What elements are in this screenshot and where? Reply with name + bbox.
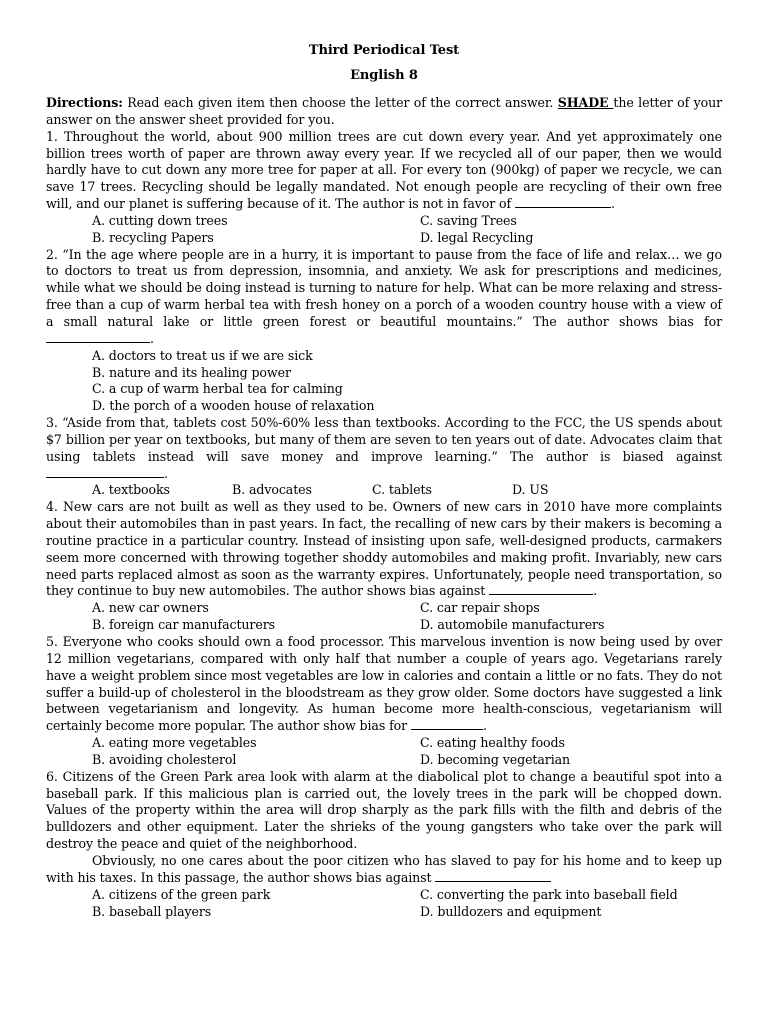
option-item: D. becoming vegetarian [420, 751, 571, 767]
question-number: 5. [46, 634, 58, 649]
question-1-options [46, 213, 722, 247]
question-number: 1. [46, 128, 58, 144]
question-4-options [46, 600, 722, 634]
question-text: Throughout the world, about 900 million trees are cut down every year. And yet approximately one billion trees worth of paper are thrown away every year. If we recycled all of our paper, then we would hardly have to cut down any more tree for paper at all. For every ton (900kg) of paper we recycle, we can save 17 trees. Recycling should be legally mandated. Not enough people are recycling of their own free will, and our planet is suffering because of it. The author is not in favor of [46, 128, 722, 212]
option-item: B. recycling Papers [92, 229, 214, 245]
test-subject: English 8 [350, 68, 418, 83]
question-end: . [611, 196, 615, 212]
question-number: 2. [46, 246, 58, 262]
directions-label: Directions: [46, 95, 123, 110]
question-1 [46, 129, 722, 213]
test-title: Third Periodical Test [308, 43, 460, 58]
option-item: A. eating more vegetables [92, 735, 257, 751]
option-item: C. saving Trees [420, 212, 517, 228]
question-6-options [46, 887, 722, 921]
question-end: . [482, 718, 487, 734]
question-2 [46, 247, 722, 348]
directions-emphasis: SHADE [557, 95, 614, 110]
question-5-options [46, 735, 722, 769]
directions [46, 95, 722, 129]
option-item: D. US [512, 482, 549, 498]
question-3-options [46, 482, 722, 499]
option-item: A. new car owners [92, 600, 209, 616]
answer-blank [489, 583, 593, 595]
question-text: Obviously, no one cares about the poor citizen who has slaved to pay for his home and to keep up with his taxes. In this passage, the author shows bias against [46, 852, 722, 885]
option-item: C. a cup of warm herbal tea for calming [92, 381, 343, 397]
option-item: C. eating healthy foods [420, 735, 565, 751]
answer-blank [435, 870, 551, 882]
question-number: 4. [46, 499, 58, 515]
question-2-options [46, 348, 722, 415]
answer-blank [411, 718, 483, 730]
question-4 [46, 499, 722, 600]
question-text: “Aside from that, tablets cost 50%-60% less than textbooks. According to the FCC, the US spends about $7 billion per year on textbooks, but many of them are seven to ten years out of date. Advocates claim that using tablets instead will save money and improve learning.” The author is biased against [46, 415, 722, 464]
question-number: 6. [46, 768, 58, 784]
question-6 [46, 769, 722, 853]
option-item: A. cutting down trees [92, 212, 228, 228]
question-6-continued [46, 853, 722, 887]
question-end: . [593, 583, 598, 599]
question-text: Everyone who cooks should own a food processor. This marvelous invention is now being used by over 12 million vegetarians, compared with only half that number a couple of years ago. Vegetarians rarely have a weight problem since most vegetables are low in calories and contain a little or no fats. They do not suffer a build-up of cholesterol in the bloodstream as they grow older. Some doctors have suggested a link between vegetarianism and longevity. As human become more health-conscious, vegetarianism will certainly become more popular. The author show bias for [46, 634, 722, 734]
option-item: D. automobile manufacturers [420, 617, 605, 633]
option-item: C. tablets [372, 482, 432, 498]
option-item: A. textbooks [92, 482, 170, 498]
option-item: C. car repair shops [420, 600, 540, 616]
question-text: Citizens of the Green Park area look with alarm at the diabolical plot to change a beautiful spot into a baseball park. If this malicious plan is carried out, the lovely trees in the park will be chopped down. Values of the property within the area will drop sharply as the park fills with the filth and debris of the bulldozers and other equipment. Later the shrieks of the young gangsters who take over the park will destroy the peace and quiet of the neighborhood. [46, 768, 722, 852]
question-text: “In the age where people are in a hurry, it is important to pause from the face of life and relax… we go to doctors to treat us from depression, insomnia, and anxiety. We ask for prescriptions and medicines, while what we should be doing instead is turning to nature for help. What can be more relaxing and stress-free than a cup of warm herbal tea with fresh honey on a porch of a wooden country house with a view of a small natural lake or little green forest or beautiful mountains.” The author shows bias for [46, 246, 722, 329]
directions-text-1: Read each given item then choose the letter of the correct answer. [122, 95, 558, 110]
question-number: 3. [46, 415, 58, 431]
option-item: B. foreign car manufacturers [92, 617, 275, 633]
question-3 [46, 415, 722, 482]
option-item: A. doctors to treat us if we are sick [92, 347, 313, 363]
option-item: D. bulldozers and equipment [420, 903, 602, 919]
answer-blank [46, 466, 164, 478]
question-5 [46, 634, 722, 735]
option-item: D. the porch of a wooden house of relaxation [92, 398, 375, 414]
answer-blank [515, 196, 611, 208]
option-item: D. legal Recycling [420, 229, 534, 245]
option-item: B. baseball players [92, 903, 212, 919]
question-end: . [164, 465, 168, 481]
directions-text-2: the letter of your answer on the answer sheet provided for you. [46, 95, 723, 127]
option-item: A. citizens of the green park [92, 886, 271, 902]
question-text: New cars are not built as well as they used to be. Owners of new cars in 2010 have more complaints about their automobiles than in past years. In fact, the recalling of new cars by their makers is becoming a routine practice in a particular country. Instead of insisting upon safe, well-designed products, carmakers seem more concerned with throwing together shoddy automobiles and making profit. Invariably, new cars need parts replaced almost as soon as the warranty expires. Unfortunately, people need transportation, so they continue to buy new automobiles. The author shows bias against [46, 499, 722, 599]
test-page [46, 42, 722, 920]
option-item: B. nature and its healing power [92, 364, 291, 380]
option-item: B. advocates [232, 482, 312, 498]
question-end: . [150, 330, 154, 346]
option-item: B. avoiding cholesterol [92, 751, 237, 767]
option-item: C. converting the park into baseball field [420, 886, 678, 902]
answer-blank [46, 331, 150, 343]
